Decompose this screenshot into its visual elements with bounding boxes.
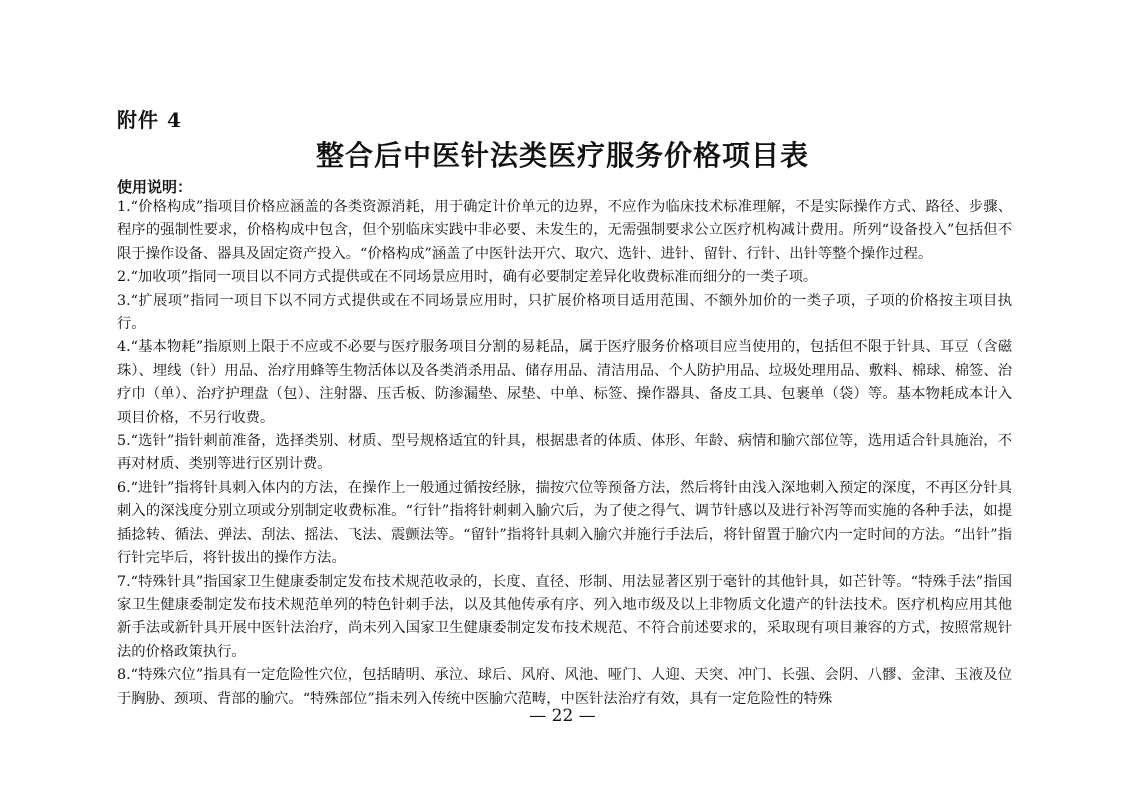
usage-note-3: 3.“扩展项”指同一项目下以不同方式提供或在不同场景应用时，只扩展价格项目适用范围、不额外加价的一类子项，子项的价格按主项目执行。: [117, 292, 1012, 333]
page-title: 整合后中医针法类医疗服务价格项目表: [315, 139, 809, 172]
usage-note-2: 2.“加收项”指同一项目以不同方式提供或在不同场景应用时，确有必要制定差异化收费标准而细分的一类子项。: [117, 269, 818, 286]
usage-note-8: 8.“特殊穴位”指具有一定危险性穴位，包括睛明、承泣、球后、风府、风池、哑门、人迎、天突、冲门、长强、会阴、八髎、金津、玉液及位于胸胁、颈项、背部的腧穴。“特殊部位”指未列入传统中医腧穴范畴，中医针法治疗有效，具有一定危险性的特殊: [117, 667, 1012, 707]
usage-heading: 使用说明：: [117, 178, 193, 196]
usage-note-6: 6.“进针”指将针具刺入体内的方法，在操作上一般通过循按经脉，揣按穴位等预备方法，然后将针由浅入深地刺入预定的深度，不再区分针具刺入的深浅度分别立项或分别制定收费标准。“行针”指将针刺刺入腧穴后，为了使之得气、调节针感以及进行补泻等而实施的各种手法，如提插捻转、循法、弹法、刮法、摇法、飞法、震颤法等。“留针”指将针具刺入腧穴并施行手法后，将针留置于腧穴内一定时间的方法。“出针”指行针完毕后，将针拔出的操作方法。: [117, 479, 1012, 567]
usage-notes: [117, 196, 1012, 711]
usage-note-5: 5.“选针”指针刺前准备，选择类别、材质、型号规格适宜的针具，根据患者的体质、体形、年龄、病情和腧穴部位等，选用适合针具施治，不再对材质、类别等进行区别计费。: [117, 433, 1012, 473]
usage-note-4: 4.“基本物耗”指原则上限于不应或不必要与医疗服务项目分割的易耗品，属于医疗服务价格项目应当使用的，包括但不限于针具、耳豆（含磁珠）、埋线（针）用品、治疗用蜂等生物活体以及各类消杀用品、储存用品、清洁用品、个人防护用品、垃圾处理用品、敷料、棉球、棉签、治疗巾（单）、治疗护理盘（包）、注射器、压舌板、防渗漏垫、尿垫、中单、标签、操作器具、备皮工具、包裹单（袋）等。基本物耗成本计入项目价格，不另行收费。: [117, 339, 1012, 426]
attachment-label: 附件 4: [117, 108, 182, 132]
usage-note-7: 7.“特殊针具”指国家卫生健康委制定发布技术规范收录的，长度、直径、形制、用法显著区别于毫针的其他针具，如芒针等。“特殊手法”指国家卫生健康委制定发布技术规范单列的特色针刺手法，以及其他传承有序、列入地市级及以上非物质文化遗产的针法技术。医疗机构应用其他新手法或新针具开展中医针法治疗，尚未列入国家卫生健康委制定发布技术规范、不符合前述要求的，采取现有项目兼容的方式，按照常规针法的价格政策执行。: [117, 573, 1012, 660]
page-number: — 22 —: [529, 706, 596, 726]
usage-note-1: 1.“价格构成”指项目价格应涵盖的各类资源消耗，用于确定计价单元的边界，不应作为临床技术标准理解，不是实际操作方式、路径、步骤、程序的强制性要求，价格构成中包含，但个别临床实践中非必要、未发生的，无需强制要求公立医疗机构减计费用。所列“设备投入”包括但不限于操作设备、器具及固定资产投入。“价格构成”涵盖了中医针法开穴、取穴、选针、进针、留针、行针、出针等整个操作过程。: [117, 199, 1012, 262]
